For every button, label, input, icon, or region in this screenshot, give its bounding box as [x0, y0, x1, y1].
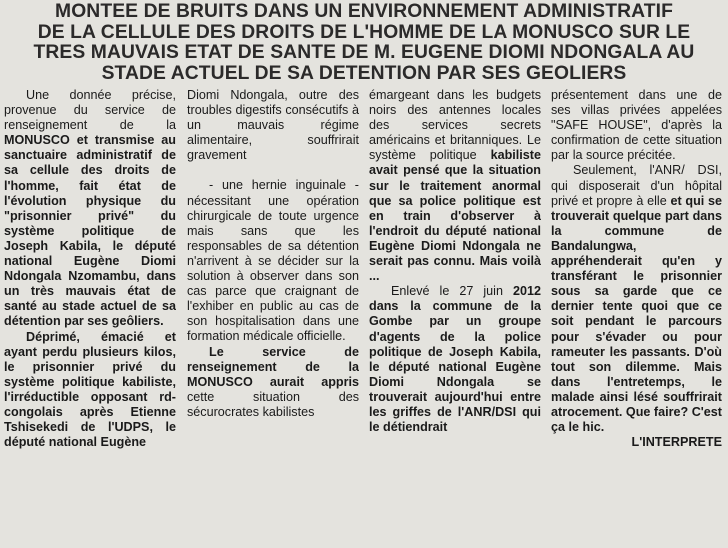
- paragraph: Diomi Ndongala, outre des troubles digestifs consécutifs à un mauvais régime alimentaire, souffrirait gravement: [187, 88, 359, 163]
- column-2: [187, 88, 359, 546]
- paragraph: [551, 163, 722, 435]
- paragraph: [187, 345, 359, 420]
- blank-gap: [187, 163, 359, 178]
- paragraph: [4, 88, 176, 330]
- paragraph-text: Une donnée précise, provenue du service de renseignement de la: [4, 88, 176, 133]
- paragraph-text-bold: Le service de renseignement de la MONUSCO aurait appris: [187, 344, 359, 389]
- paragraph: [369, 88, 541, 284]
- author-signature: L'INTERPRETE: [631, 435, 722, 450]
- headline: [6, 2, 722, 84]
- headline-line-1: MONTEE DE BRUITS DANS UN ENVIRONNEMENT ADMINISTRATIF: [55, 1, 673, 22]
- headline-line-4: STADE ACTUEL DE SA DETENTION PAR SES GEOLIERS: [101, 62, 627, 84]
- paragraph: Déprimé, émacié et ayant perdu plusieurs kilos, le prisonnier privé du système politique kabiliste, l'irréductible opposant rd-congolais après Etienne Tshisekedi de l'UDPS, le député national Eugène: [4, 329, 176, 450]
- paragraph: présentement dans une de ses villas privées appelées "SAFE HOUSE", d'après la confirmation de cette situation par la source précitée.: [551, 88, 722, 163]
- paragraph-text-bold: et qui se trouverait quelque part dans la commune de Bandalungwa, appréhenderait qu'en y transférant le prisonnier sous sa garde que ce dernier tente quoi que ce soit pendant le parcours pour s'évader ou pour rameuter les passants. D'où tout son dilemme. Mais dans l'entretemps, le malade ainsi lésé souffrirait atrocement. Que faire? C'est ça le hic.: [551, 193, 722, 435]
- paragraph-text-bold: kabiliste avait pensé que la situation sur le traitement anormal que sa police politique est en train d'observer à l'endroit du député national Eugène Diomi Ndongala ne serait pas connu. Mais voilà ...: [369, 148, 541, 284]
- paragraph: [369, 284, 541, 435]
- paragraph: - une hernie inguinale - nécessitant une opération chirurgicale de toute urgence mais sans que les responsables de sa détention n'arrivent à se décider sur la solution à observer dans son cas parce que craignant de l'exhiber en public au cas de son hospitalisation dans une formation médicale officielle.: [187, 178, 359, 344]
- paragraph-text-bold: MONUSCO et transmise au sanctuaire administratif de sa cellule des droits de l'homme, fait état de l'évolution physique du "prisonnier privé" du système politique de Joseph Kabila, le député national Eugène Diomi Ndongala Nzomambu, dans un très mauvais état de santé au stade actuel de sa détention par ses geôliers.: [4, 133, 176, 329]
- paragraph-text: Enlevé le 27 juin: [391, 284, 513, 299]
- headline-line-3: TRES MAUVAIS ETAT DE SANTE DE M. EUGENE DIOMI NDONGALA AU: [33, 42, 695, 63]
- column-3: [369, 88, 541, 546]
- paragraph-text: Seulement, l'ANR/ DSI, qui disposerait d'un hôpital privé et propre à elle: [551, 163, 722, 208]
- headline-line-2: DE LA CELLULE DES DROITS DE L'HOMME DE LA MONUSCO SUR LE: [37, 21, 691, 43]
- column-4: [551, 88, 722, 546]
- paragraph-text: cette situation des sécurocrates kabilistes: [187, 389, 359, 419]
- article-body: [4, 88, 722, 548]
- paragraph-text: émargeant dans les budgets noirs des antennes locales des services secrets américains et britanniques. Le système politique: [369, 88, 541, 163]
- column-1: [4, 88, 176, 546]
- paragraph-text-bold: 2012 dans la commune de la Gombe par un groupe d'agents de la police politique de Joseph Kabila, le député national Eugène Diomi Ndongala se trouverait aujourd'hui entre les griffes de l'ANR/DSI qui le détiendrait: [369, 284, 541, 435]
